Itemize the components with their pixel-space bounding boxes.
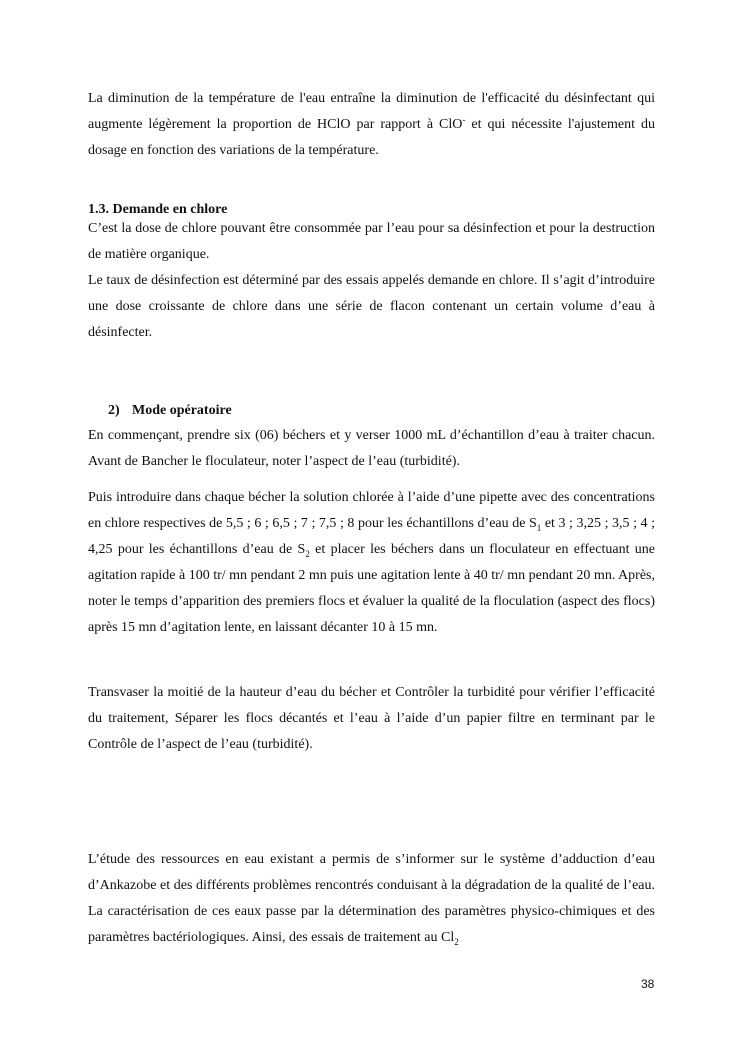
paragraph-conclusion <box>88 847 655 951</box>
paragraph-bechers: En commençant, prendre six (06) béchers et y verser 1000 mL d’échantillon d’eau à traiter chacun. Avant de Bancher le floculateur, noter l’aspect de l’eau (turbidité). <box>88 428 655 469</box>
paragraph-text: et qui nécessite l'ajustement du dosage en fonction des variations de la température. <box>88 117 655 158</box>
paragraph-protocole <box>88 485 655 641</box>
paragraph-definition <box>88 216 655 346</box>
section-heading-mode-operatoire <box>108 402 232 420</box>
subscript: 1 <box>536 522 542 533</box>
paragraph-text: et placer les béchers dans un floculateur en effectuant une agitation rapide à 100 tr/ mn pendant 2 mn puis une agitation lente à 40 tr/ mn pendant 20 mn. Après, noter le temps d’apparition des premiers flocs et évaluer la qualité de la floculation (aspect des flocs) après 15 mn d’agitation lente, en laissant décanter 10 à 15 mn. <box>88 542 656 635</box>
section-heading-demande-chlore: 1.3. Demande en chlore <box>88 202 228 217</box>
superscript: - <box>462 114 466 125</box>
page-number: 38 <box>641 977 655 991</box>
section-title: Mode opératoire <box>132 403 232 418</box>
paragraph-text: Puis introduire dans chaque bécher la solution chlorée à l’aide d’une pipette avec des concentrations en chlore respectives de 5,5 ; 6 ; 6,5 ; 7 ; 7,5 ; 8 pour les échantillons d’eau de S <box>88 490 655 531</box>
paragraph-temperature <box>88 86 655 164</box>
paragraph-text: et 3 ; 3,25 ; 3,5 ; 4 ; 4,25 pour les échantillons d’eau de S <box>88 516 655 557</box>
paragraph-transvaser: Transvaser la moitié de la hauteur d’eau du bécher et Contrôler la turbidité pour vérifier l’efficacité du traitement, Séparer les flocs décantés et l’eau à l’aide d’un papier filtre en terminant par le Contrôle de l’aspect de l’eau (turbidité). <box>88 685 655 752</box>
section-number: 2) <box>108 403 120 418</box>
subscript: 2 <box>454 936 459 947</box>
paragraph-text: La diminution de la température de l'eau entraîne la diminution de l'efficacité du désinfectant qui augmente légèrement la proportion de HClO par rapport à ClO <box>88 91 655 132</box>
paragraph-text: Le taux de désinfection est déterminé par des essais appelés demande en chlore. Il s’agit d’introduire une dose croissante de chlore dans une série de flacon contenant un certain volume d’eau à désinfecter. <box>88 273 655 340</box>
paragraph-text: L’étude des ressources en eau existant a permis de s’informer sur le système d’adduction d’eau d’Ankazobe et des différents problèmes rencontrés conduisant à la dégradation de la qualité de l’eau. La caractérisation de ces eaux passe par la détermination des paramètres physico-chimiques et des paramètres bactériologiques. Ainsi, des essais de traitement au Cl <box>88 852 655 945</box>
paragraph-text: C’est la dose de chlore pouvant être consommée par l’eau pour sa désinfection et pour la destruction de matière organique. <box>88 221 655 262</box>
subscript: 2 <box>305 548 310 559</box>
